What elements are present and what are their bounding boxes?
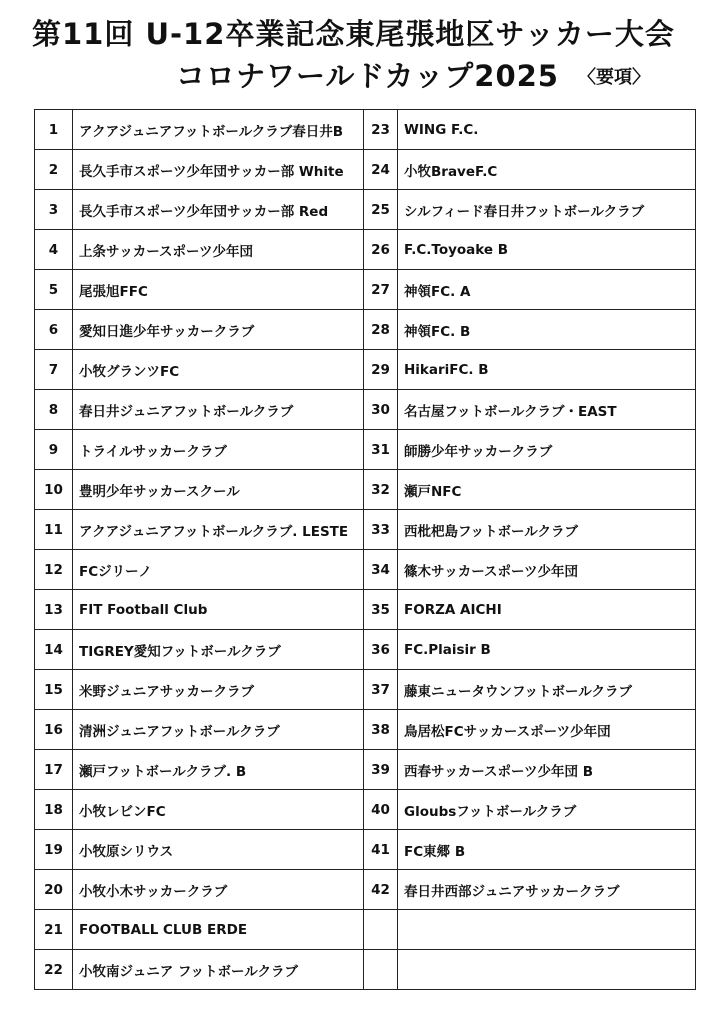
team-number-right: 36 (364, 630, 398, 670)
team-name-left: アクアジュニアフットボールクラブ春日井B (73, 110, 364, 150)
team-name-left: FCジリーノ (73, 550, 364, 590)
team-name-right: 名古屋フットボールクラブ・EAST (398, 390, 696, 430)
table-row (35, 470, 696, 510)
team-name-right: 鳥居松FCサッカースポーツ少年団 (398, 710, 696, 750)
team-name-left: トライルサッカークラブ (73, 430, 364, 470)
team-number-left: 11 (35, 510, 73, 550)
team-number-right: 42 (364, 870, 398, 910)
team-number-right: 37 (364, 670, 398, 710)
team-number-left: 22 (35, 950, 73, 990)
table-row (35, 830, 696, 870)
table-row (35, 910, 696, 950)
team-name-right: 春日井西部ジュニアサッカークラブ (398, 870, 696, 910)
table-row (35, 390, 696, 430)
team-list-table (34, 109, 696, 990)
table-row (35, 430, 696, 470)
team-name-right: 神領FC. A (398, 270, 696, 310)
team-number-right: 27 (364, 270, 398, 310)
team-name-right: F.C.Toyoake B (398, 230, 696, 270)
team-name-right: FC.Plaisir B (398, 630, 696, 670)
table-row (35, 870, 696, 910)
team-name-left: 小牧南ジュニア フットボールクラブ (73, 950, 364, 990)
team-name-right: 篠木サッカースポーツ少年団 (398, 550, 696, 590)
table-row (35, 710, 696, 750)
team-name-right: 師勝少年サッカークラブ (398, 430, 696, 470)
team-number-left: 2 (35, 150, 73, 190)
team-number-right: 39 (364, 750, 398, 790)
team-number-right: 35 (364, 590, 398, 630)
table-row (35, 670, 696, 710)
team-number-right: 32 (364, 470, 398, 510)
team-name-right (398, 950, 696, 990)
team-number-right (364, 950, 398, 990)
team-name-left: 上条サッカースポーツ少年団 (73, 230, 364, 270)
table-row (35, 630, 696, 670)
team-name-right: 瀬戸NFC (398, 470, 696, 510)
team-name-left: 清洲ジュニアフットボールクラブ (73, 710, 364, 750)
team-number-right: 41 (364, 830, 398, 870)
table-row (35, 190, 696, 230)
team-number-left: 1 (35, 110, 73, 150)
team-number-right: 33 (364, 510, 398, 550)
team-name-right: 西春サッカースポーツ少年団 B (398, 750, 696, 790)
team-name-right: FORZA AICHI (398, 590, 696, 630)
team-name-left: 長久手市スポーツ少年団サッカー部 Red (73, 190, 364, 230)
team-name-left: 瀬戸フットボールクラブ. B (73, 750, 364, 790)
team-name-left: 愛知日進少年サッカークラブ (73, 310, 364, 350)
team-name-left: 長久手市スポーツ少年団サッカー部 White (73, 150, 364, 190)
team-name-left: 小牧小木サッカークラブ (73, 870, 364, 910)
team-number-left: 19 (35, 830, 73, 870)
team-number-right: 25 (364, 190, 398, 230)
table-row (35, 310, 696, 350)
team-number-right: 23 (364, 110, 398, 150)
team-number-right: 38 (364, 710, 398, 750)
table-row (35, 150, 696, 190)
table-row (35, 350, 696, 390)
team-number-left: 20 (35, 870, 73, 910)
team-name-right: シルフィード春日井フットボールクラブ (398, 190, 696, 230)
table-row (35, 790, 696, 830)
team-number-right: 28 (364, 310, 398, 350)
team-name-right: FC東郷 B (398, 830, 696, 870)
team-number-left: 12 (35, 550, 73, 590)
team-name-right: 神領FC. B (398, 310, 696, 350)
team-number-left: 3 (35, 190, 73, 230)
table-row (35, 510, 696, 550)
team-name-left: FIT Football Club (73, 590, 364, 630)
page-title: 第11回 U-12卒業記念東尾張地区サッカー大会 (32, 17, 675, 51)
table-row (35, 230, 696, 270)
team-name-left: アクアジュニアフットボールクラブ. LESTE (73, 510, 364, 550)
team-number-left: 13 (35, 590, 73, 630)
team-name-left: TIGREY愛知フットボールクラブ (73, 630, 364, 670)
table-row (35, 550, 696, 590)
team-name-right: WING F.C. (398, 110, 696, 150)
table-row (35, 590, 696, 630)
team-number-right: 30 (364, 390, 398, 430)
team-number-left: 9 (35, 430, 73, 470)
team-name-left: 春日井ジュニアフットボールクラブ (73, 390, 364, 430)
team-number-right (364, 910, 398, 950)
team-number-left: 15 (35, 670, 73, 710)
team-number-left: 5 (35, 270, 73, 310)
team-number-right: 40 (364, 790, 398, 830)
team-number-left: 21 (35, 910, 73, 950)
outline-label: 〈要項〉 (578, 67, 650, 88)
team-name-right: 小牧BraveF.C (398, 150, 696, 190)
team-name-left: 小牧グランツFC (73, 350, 364, 390)
team-number-right: 24 (364, 150, 398, 190)
team-name-right: HikariFC. B (398, 350, 696, 390)
page-subtitle: コロナワールドカップ2025 (176, 59, 559, 93)
team-number-left: 4 (35, 230, 73, 270)
team-number-right: 29 (364, 350, 398, 390)
team-number-left: 18 (35, 790, 73, 830)
team-number-left: 6 (35, 310, 73, 350)
table-row (35, 950, 696, 990)
table-row (35, 750, 696, 790)
team-name-left: 尾張旭FFC (73, 270, 364, 310)
team-number-left: 17 (35, 750, 73, 790)
team-name-left: 小牧レビンFC (73, 790, 364, 830)
team-name-left: 豊明少年サッカースクール (73, 470, 364, 510)
team-number-left: 8 (35, 390, 73, 430)
team-list-body (35, 110, 696, 990)
table-row (35, 110, 696, 150)
team-name-right: 西枇杷島フットボールクラブ (398, 510, 696, 550)
team-name-right (398, 910, 696, 950)
team-number-left: 7 (35, 350, 73, 390)
team-name-right: Gloubsフットボールクラブ (398, 790, 696, 830)
team-number-right: 34 (364, 550, 398, 590)
team-number-right: 26 (364, 230, 398, 270)
team-number-left: 10 (35, 470, 73, 510)
team-name-left: FOOTBALL CLUB ERDE (73, 910, 364, 950)
team-number-left: 16 (35, 710, 73, 750)
team-number-left: 14 (35, 630, 73, 670)
table-row (35, 270, 696, 310)
team-number-right: 31 (364, 430, 398, 470)
team-name-left: 米野ジュニアサッカークラブ (73, 670, 364, 710)
team-name-left: 小牧原シリウス (73, 830, 364, 870)
team-name-right: 藤東ニュータウンフットボールクラブ (398, 670, 696, 710)
